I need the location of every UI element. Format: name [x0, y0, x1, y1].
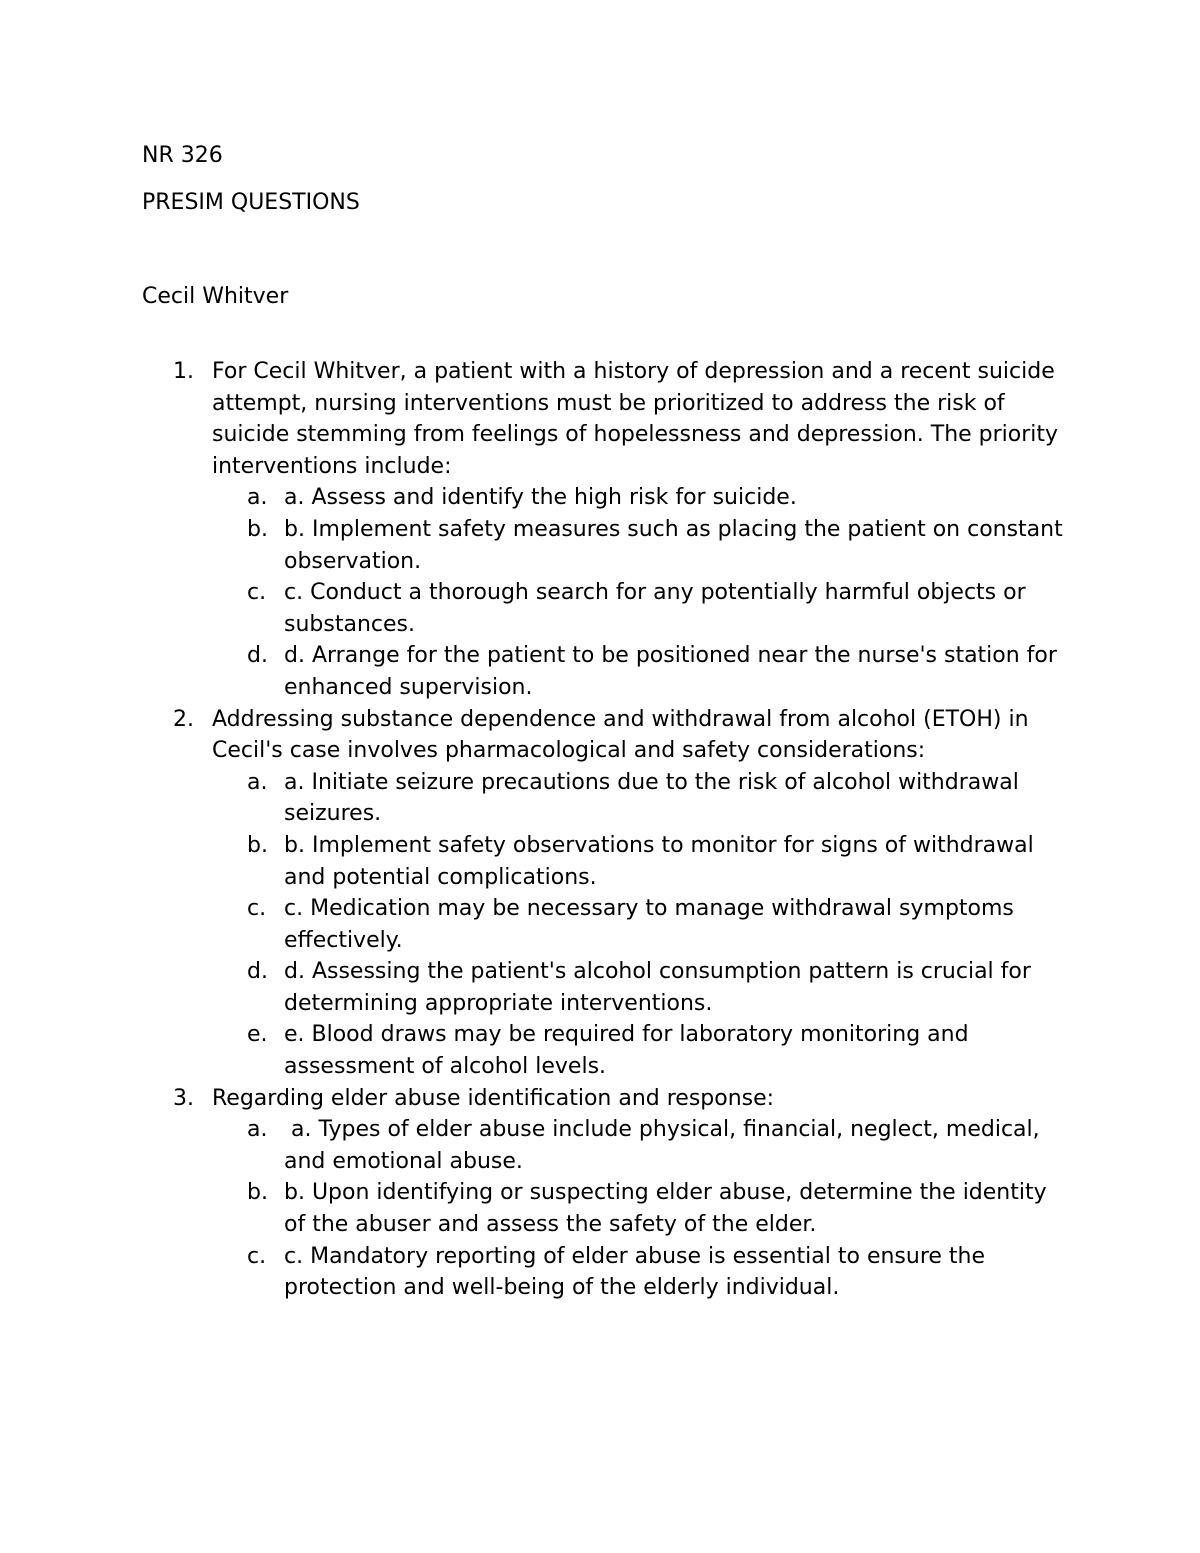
question-text: Regarding elder abuse identification and response:: [212, 1085, 775, 1111]
answer-item: [0, 1241, 1200, 1304]
answer-item: [0, 893, 1200, 956]
answer-item: [0, 956, 1200, 1019]
answer-list: [0, 767, 1200, 1083]
answer-letter: e.: [247, 1022, 268, 1048]
answer-item: [0, 514, 1200, 577]
answer-text: d. Arrange for the patient to be positioned near the nurse's station for enhanced supervision.: [284, 643, 1057, 700]
answer-letter: a.: [247, 769, 268, 795]
answer-text: c. Conduct a thorough search for any potentially harmful objects or substances.: [284, 580, 1026, 637]
answer-item: [0, 482, 1200, 514]
answer-item: [0, 767, 1200, 830]
question-number: 2.: [173, 706, 194, 732]
answer-letter: b.: [247, 516, 268, 542]
question-3: [0, 1083, 1200, 1304]
answer-item: [0, 577, 1200, 640]
answer-item: [0, 1114, 1200, 1177]
answer-list: [0, 1114, 1200, 1304]
answer-letter: b.: [247, 1180, 268, 1206]
answer-letter: d.: [247, 959, 268, 985]
answer-text: b. Upon identifying or suspecting elder abuse, determine the identity of the abuser and assess the safety of the elder.: [284, 1180, 1047, 1238]
course-title: NR 326: [142, 143, 223, 168]
answer-list: [0, 482, 1200, 703]
answer-item: [0, 1177, 1200, 1240]
question-1: [0, 356, 1200, 704]
answer-text: d. Assessing the patient's alcohol consumption pattern is crucial for determining appropriate interventions.: [284, 959, 1031, 1016]
answer-text: e. Blood draws may be required for laboratory monitoring and assessment of alcohol levels.: [284, 1022, 969, 1080]
patient-name: Cecil Whitver: [142, 284, 289, 309]
question-list: [0, 356, 1200, 1304]
answer-letter: a.: [247, 1117, 268, 1143]
answer-letter: d.: [247, 643, 268, 669]
question-number: 3.: [173, 1085, 194, 1111]
answer-text: b. Implement safety observations to monitor for signs of withdrawal and potential complications.: [284, 832, 1034, 890]
question-number: 1.: [173, 359, 194, 384]
answer-text: b. Implement safety measures such as placing the patient on constant observation.: [284, 516, 1063, 574]
question-text: Addressing substance dependence and withdrawal from alcohol (ETOH) in Cecil's case involves pharmacological and safety considerations:: [212, 706, 1029, 764]
document-heading: PRESIM QUESTIONS: [142, 190, 360, 215]
answer-text: a. Initiate seizure precautions due to the risk of alcohol withdrawal seizures.: [284, 769, 1019, 827]
answer-text: a. Assess and identify the high risk for suicide.: [284, 485, 797, 511]
answer-item: [0, 1019, 1200, 1082]
answer-item: [0, 640, 1200, 703]
answer-item: [0, 830, 1200, 893]
question-text: For Cecil Whitver, a patient with a history of depression and a recent suicide attempt, nursing interventions must be prioritized to address the risk of suicide stemming from feelings of hopelessness and depression. The priority interventions include:: [212, 359, 1059, 479]
answer-text: c. Medication may be necessary to manage withdrawal symptoms effectively.: [284, 896, 1014, 953]
answer-text: a. Types of elder abuse include physical, financial, neglect, medical, and emotional abuse.: [284, 1117, 1047, 1174]
answer-letter: c.: [247, 1243, 267, 1269]
answer-letter: c.: [247, 580, 267, 606]
answer-letter: b.: [247, 832, 268, 858]
answer-letter: c.: [247, 896, 267, 922]
question-2: [0, 704, 1200, 1083]
answer-text: c. Mandatory reporting of elder abuse is essential to ensure the protection and well-being of the elderly individual.: [284, 1243, 986, 1301]
answer-letter: a.: [247, 485, 268, 511]
